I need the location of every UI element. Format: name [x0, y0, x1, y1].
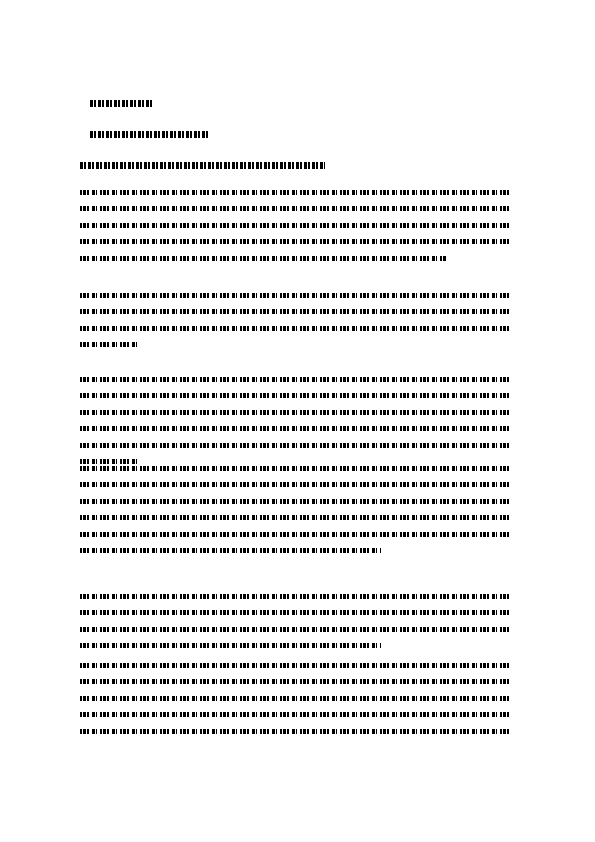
text-line [80, 643, 381, 648]
text-line [80, 206, 510, 211]
text-line [80, 679, 510, 684]
paragraph-3 [80, 377, 510, 475]
text-line [80, 466, 510, 471]
text-line [80, 377, 510, 382]
text-line [80, 190, 510, 195]
text-line [80, 223, 510, 228]
text-line [80, 610, 510, 615]
header-line-1 [90, 100, 154, 107]
text-line [80, 499, 510, 504]
header-line-3 [80, 162, 325, 169]
text-line [80, 459, 140, 464]
paragraph-2 [80, 293, 510, 359]
paragraph-4 [80, 466, 510, 564]
text-line [80, 532, 510, 537]
text-line [80, 239, 510, 244]
text-line [80, 627, 510, 632]
paragraph-5 [80, 594, 510, 660]
text-line [80, 482, 510, 487]
text-line [80, 515, 510, 520]
text-line [80, 712, 510, 717]
text-line [80, 663, 510, 668]
text-line [80, 309, 510, 314]
paragraph-6 [80, 663, 510, 745]
text-line [80, 696, 510, 701]
paragraph-1 [80, 190, 510, 272]
text-line [80, 256, 446, 261]
text-line [80, 293, 510, 298]
text-line [80, 443, 510, 448]
header-line-2 [90, 131, 210, 138]
text-line [80, 729, 510, 734]
text-line [80, 326, 510, 331]
text-line [80, 594, 510, 599]
text-line [80, 548, 381, 553]
text-line [80, 342, 140, 347]
text-line [80, 426, 510, 431]
text-line [80, 393, 510, 398]
text-line [80, 410, 510, 415]
